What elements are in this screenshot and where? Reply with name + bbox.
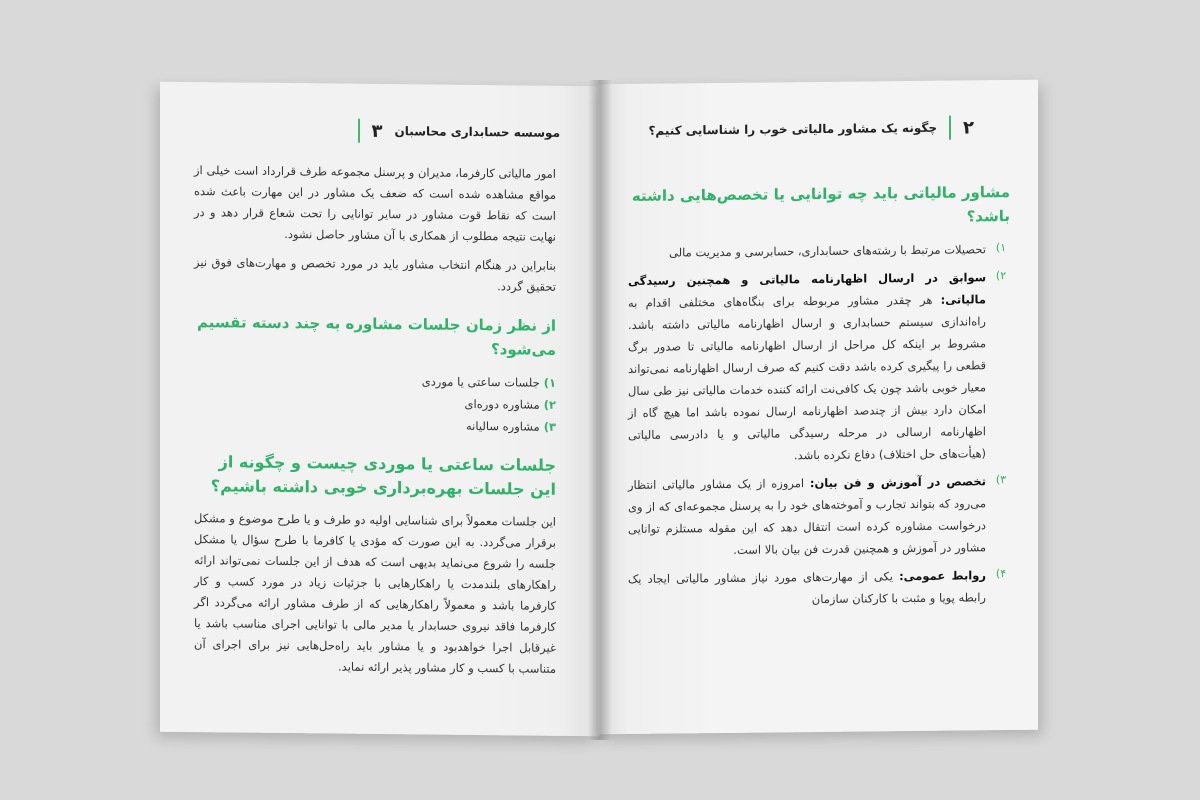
right-page-number: ۲ (963, 116, 974, 138)
left-page-number: ۳ (371, 120, 383, 142)
right-page-header (638, 114, 974, 144)
list-item: ۲)مشاوره دوره‌ای (464, 396, 556, 412)
left-page-content (194, 160, 556, 688)
item-number: ۲) (995, 269, 1007, 283)
header-divider (358, 119, 360, 143)
book-gutter-shadow (588, 80, 612, 740)
list-item: ۴) روابط عمومی: یکی از مهارت‌های مورد نیاز مشاور مالیاتی ایجاد یک رابطه پویا و مثبت با کارکنان سازمان (628, 564, 1010, 612)
right-header-title: چگونه یک مشاور مالیاتی خوب را شناسایی کنیم؟ (648, 120, 937, 138)
right-page (598, 80, 1038, 735)
right-page-content (628, 176, 1010, 618)
heading-session-types: از نظر زمان جلسات مشاوره به چند دسته تقسیم می‌شود؟ (197, 313, 556, 359)
left-header-title: موسسه حسابداری محاسبان (394, 124, 560, 140)
list-item: ۱)جلسات ساعتی یا موردی (421, 374, 556, 390)
intro-paragraph: امور مالیاتی کارفرما، مدیران و پرسنل مجموعه طرف قرارداد است خیلی از مواقع مشاهده شده است که ضعف یک مشاور در این مهارت باعث شده است که نقاط قوت مشاور در سایر توانایی را تحت شعاع قرار دهد و در نهایت نتیجه مطلوب از همکاری با آن مشاور حاصل نشود. (194, 163, 556, 244)
left-page-header (200, 116, 560, 146)
heading-consultant-skills: مشاور مالیاتی باید چه توانایی یا تخصص‌هایی داشته باشد؟ (631, 182, 1010, 226)
session-types-list (194, 368, 556, 438)
item-number: ۴) (995, 567, 1007, 581)
left-page (160, 82, 600, 737)
paragraph-3: این جلسات معمولاً برای شناسایی اولیه دو طرف و یا طرح موضوع و مشکل برقرار می‌گردد. به این صورت که مؤدی یا کافرما با طرح سؤال یا مشکل جلسه را شروع می‌نماید بدیهی است که هدف از این جلسات نمی‌تواند ارائه راهکارهای بلندمدت یا راهکارهایی با جزئیات زیاد در مورد کسب و کار کارفرما باشد و معمولاً راهکارهایی که از طرف مشاور ارائه می‌گردد اگر کارفرما فاقد نیروی حسابدار یا مدیر مالی با توانایی اجرای مناسب باشد یا غیرقابل اجرا خواهدبود و یا مشاور باید راه‌حل‌هایی نیز برای اجرای آن متناسب با کسب و کار مشاور پذیر ارائه نماید. (194, 511, 556, 676)
item-number: ۳) (995, 473, 1007, 487)
heading-hourly-sessions: جلسات ساعتی یا موردی چیست و چگونه از این جلسات بهره‌برداری خوبی داشته باشیم؟ (210, 452, 556, 499)
list-item: ۲) سوابق در ارسال اظهارنامه مالیاتی و همچنین رسیدگی مالیاتی: هر چقدر مشاور مربوطه برای بنگاه‌های مختلفی اقدام به راه‌اندازی سیستم حسابداری و ارسال اظهارنامه مالیاتی داشته باشد. مشروط بر اینکه کل مراحل از ارسال اظهارنامه مالیاتی تا صدور برگ قطعی را پیگیری کرده باشد دقت کنیم که صرف ارسال اظهارنامه نمی‌تواند معیار خوبی باشد چون یک کافی‌نت ارائه کننده خدمات مالیاتی نیز طی سال امکان دارد بیش از چندصد اظهارنامه ارسال نموده باشد اما هیچ گاه از اظهارنامه ارسالی در مرحله رسیدگی مالیاتی و یا دادرسی مالیاتی (هیأت‌های حل اختلاف) دفاع نکرده باشد. (628, 266, 1010, 468)
list-item: ۱) تحصیلات مرتبط با رشته‌های حسابداری، حسابرسی و مدیریت مالی (628, 238, 1010, 264)
list-item: ۳)مشاوره سالیانه (466, 418, 556, 434)
item-number: ۱) (995, 241, 1007, 255)
header-divider (949, 116, 951, 140)
list-item: ۳) تخصص در آموزش و فن بیان: امروزه از یک مشاور مالیاتی انتظار می‌رود که بتواند تجارب و آموخته‌های خود را به پرسنل مجموعه‌ای که از وی درخواست مشاوره کرده است انتقال دهد که این مقوله مستلزم توانایی مشاور در آموزش و همچنین قدرت فن بیان بالا است. (628, 470, 1010, 562)
paragraph-2: بنابراین در هنگام انتخاب مشاور باید در مورد تخصص و مهارت‌های فوق نیز تحقیق گردد. (194, 255, 556, 294)
